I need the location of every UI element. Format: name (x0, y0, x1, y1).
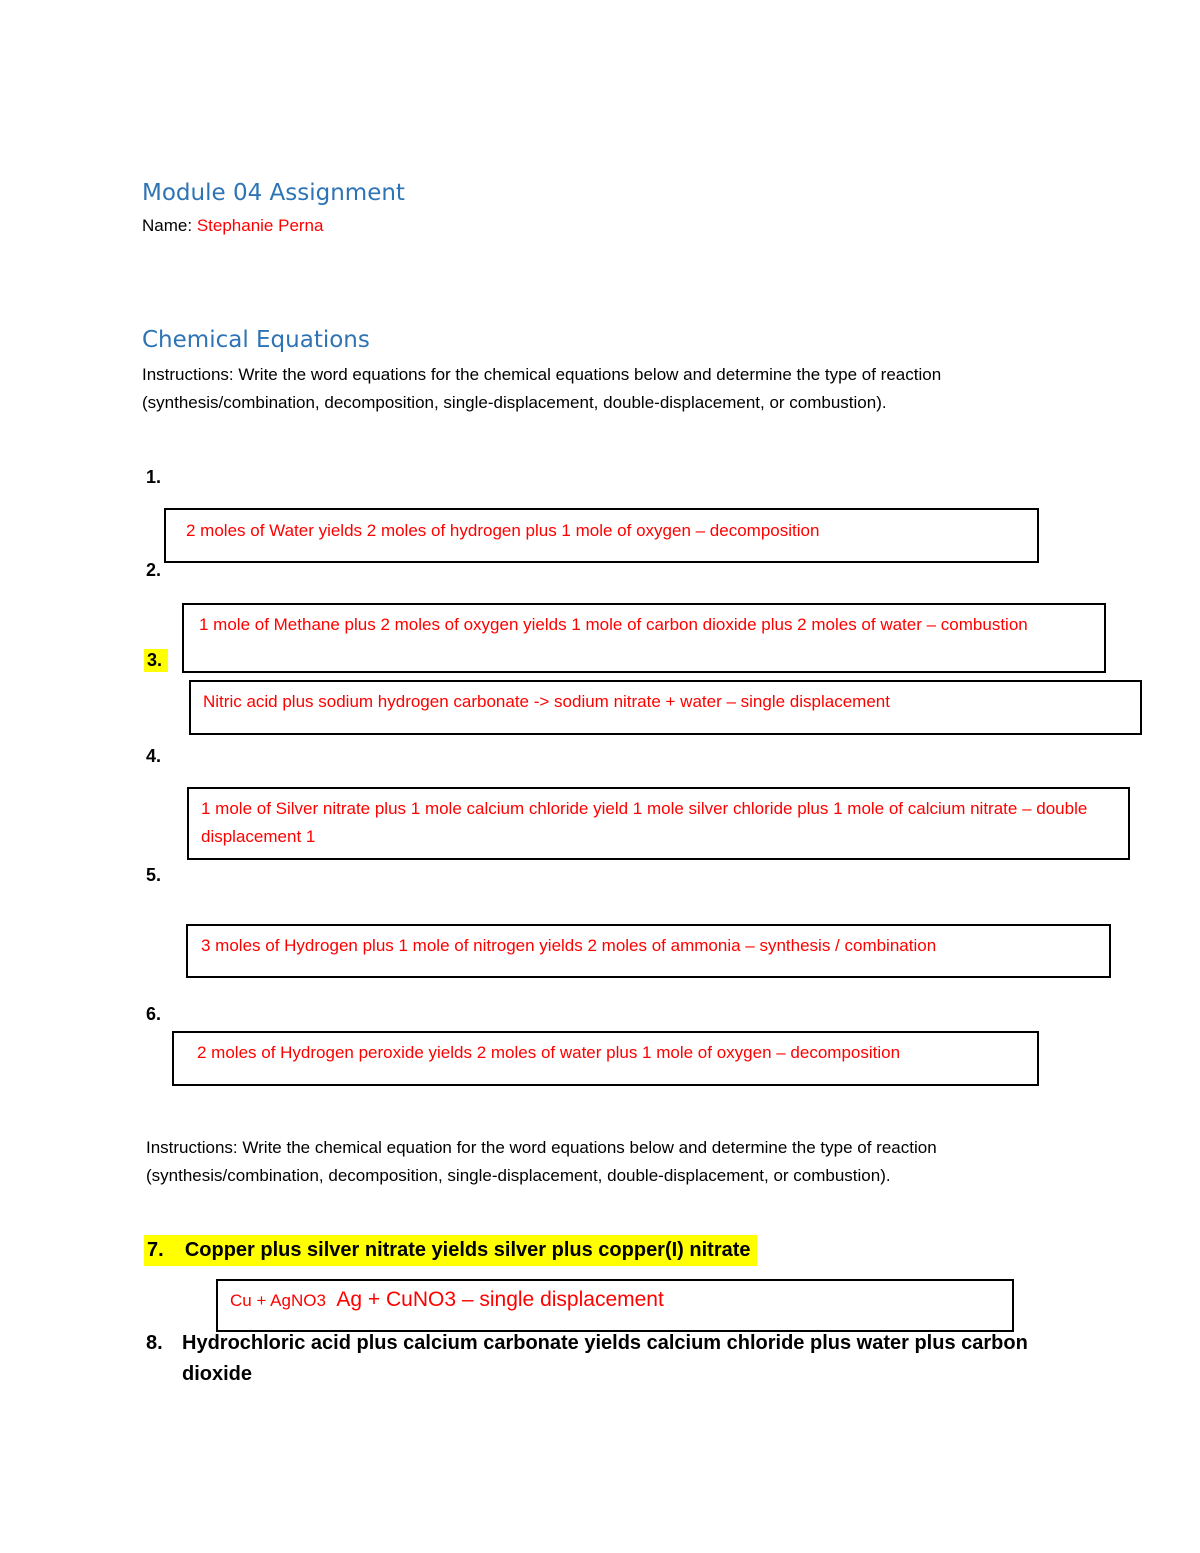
question-7-number: 7. (147, 1239, 164, 1261)
question-7-text: Copper plus silver nitrate yields silver plus copper(I) nitrate (184, 1239, 751, 1261)
document-title: Module 04 Assignment (142, 180, 405, 206)
instructions-1 (142, 361, 1042, 417)
item-number-4: 4. (146, 746, 162, 766)
item-number-3: 3. (144, 649, 168, 672)
answer-7-products: Ag + CuNO3 – single displacement (336, 1288, 664, 1311)
answer-7-reactants: Cu + AgNO3 (230, 1291, 326, 1310)
answer-text-2: 1 mole of Methane plus 2 moles of oxygen yields 1 mole of carbon dioxide plus 2 moles of water – combustion (199, 615, 1028, 634)
answer-text-1: 2 moles of Water yields 2 moles of hydrogen plus 1 mole of oxygen – decomposition (186, 521, 820, 540)
answer-text-4: 1 mole of Silver nitrate plus 1 mole calcium chloride yield 1 mole silver chloride plus 1 mole of calcium nitrate – double displacement 1 (201, 799, 1088, 846)
answer-text-5: 3 moles of Hydrogen plus 1 mole of nitrogen yields 2 moles of ammonia – synthesis / combination (201, 936, 937, 955)
instructions-1-label: Instructions: (142, 365, 234, 384)
item-number-2: 2. (146, 560, 162, 580)
name-label: Name: (142, 216, 193, 235)
instructions-2 (146, 1134, 1046, 1190)
question-8-text: Hydrochloric acid plus calcium carbonate yields calcium chloride plus water plus carbon dioxide (182, 1332, 1028, 1385)
answer-text-7 (230, 1288, 664, 1312)
question-8-number: 8. (146, 1332, 163, 1354)
item-number-1: 1. (146, 467, 162, 487)
item-number-5: 5. (146, 865, 162, 885)
answer-text-6: 2 moles of Hydrogen peroxide yields 2 moles of water plus 1 mole of oxygen – decomposition (197, 1043, 901, 1062)
item-number-6: 6. (146, 1004, 162, 1024)
student-name: Stephanie Perna (196, 216, 324, 235)
section-title: Chemical Equations (142, 327, 370, 353)
instructions-2-text: Write the chemical equation for the word equations below and determine the type of reaction (synthesis/combination, decomposition, single-displacement, double-displacement, or combustion). (146, 1138, 937, 1185)
answer-text-3: Nitric acid plus sodium hydrogen carbonate -> sodium nitrate + water – single displacement (203, 692, 890, 711)
instructions-2-label: Instructions: (146, 1138, 238, 1157)
name-line (142, 216, 323, 236)
question-7 (144, 1235, 757, 1266)
instructions-1-text: Write the word equations for the chemical equations below and determine the type of reaction (synthesis/combination, decomposition, single-displacement, double-displacement, or combustion). (142, 365, 942, 412)
